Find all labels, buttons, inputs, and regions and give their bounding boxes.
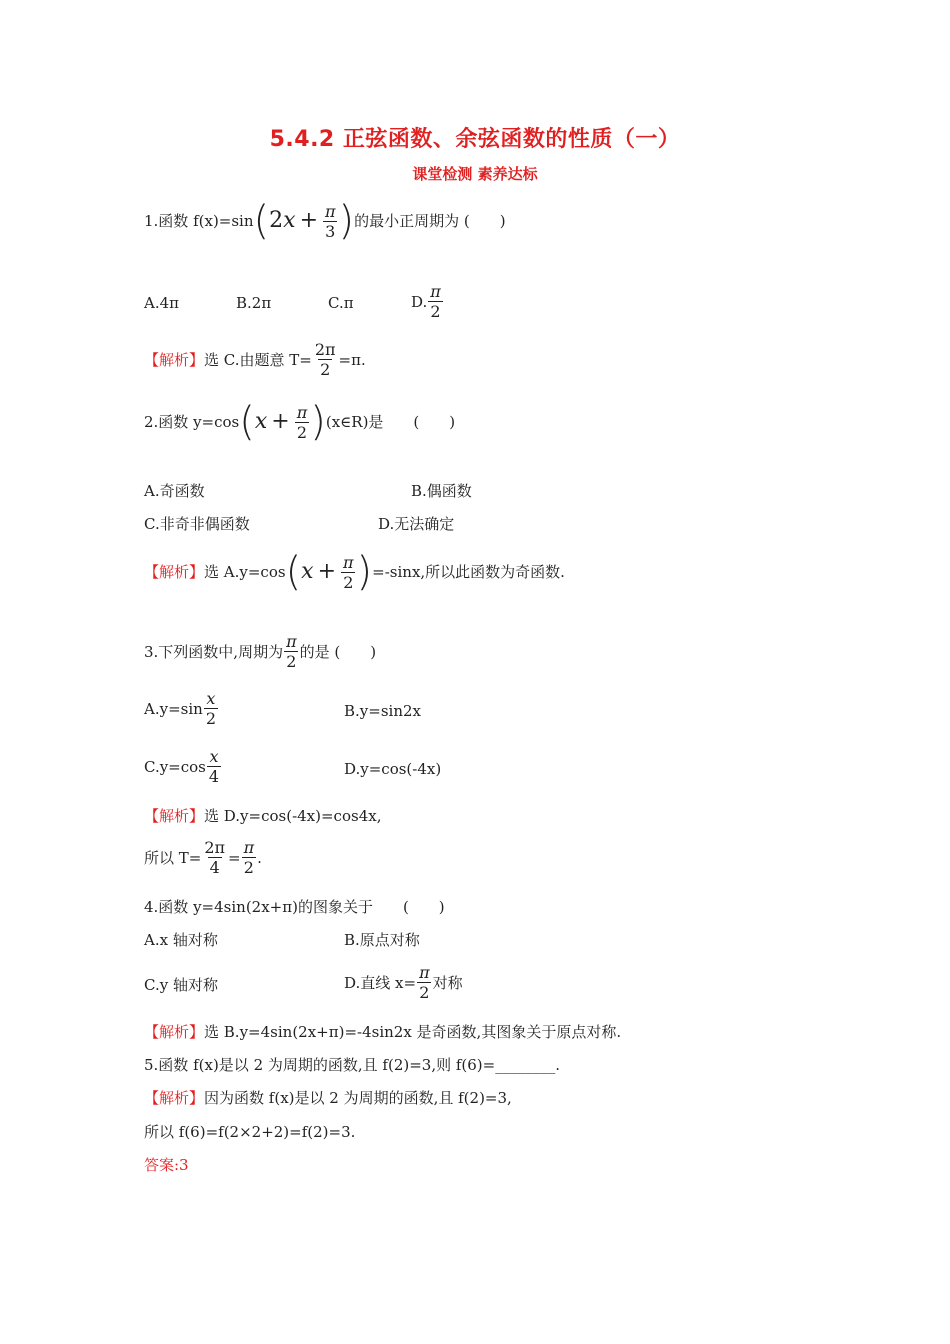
fraction-numerator: 2π: [314, 340, 336, 359]
q1-option-c: C.π: [328, 294, 354, 312]
q3-solution-text: 选 D.y=cos(-4x)=cos4x,: [204, 807, 382, 825]
fraction-denominator: 2: [205, 709, 216, 728]
q3-option-c-prefix: C.y=cos: [144, 757, 206, 776]
q2-solution-prefix: 选 A.y=cos: [204, 563, 286, 581]
page-title: 5.4.2 正弦函数、余弦函数的性质（一）: [269, 127, 681, 152]
q2-solution-suffix: =-sinx,所以此函数为奇函数.: [372, 563, 565, 581]
fraction-denominator: 2: [419, 983, 430, 1002]
q1-var: x: [283, 208, 296, 233]
fraction-denominator: 4: [208, 767, 220, 786]
q5-answer: 答案:3: [144, 1156, 189, 1174]
q3-solution-fraction-1: [202, 838, 227, 877]
q3-option-c-fraction: [207, 747, 221, 786]
q1-option-b: B.2π: [236, 294, 272, 312]
fraction-numerator: x: [206, 689, 216, 708]
left-paren: (: [253, 198, 270, 244]
q3-option-c: [144, 747, 222, 786]
q2-sol-var: x: [301, 559, 314, 584]
fraction-denominator: 2: [286, 652, 297, 671]
fraction-denominator: 2: [243, 858, 254, 877]
jiexi-label: 【解析】: [144, 1023, 205, 1041]
q1-plus: +: [299, 208, 318, 233]
q3-option-d: D.y=cos(-4x): [344, 760, 442, 778]
fraction-denominator: 2: [430, 302, 441, 321]
jiexi-label: 【解析】: [144, 807, 205, 825]
q2-solution: [144, 549, 565, 595]
q1-coef: 2: [269, 208, 284, 233]
question-1-stem: [144, 198, 506, 244]
question-4-stem: 4.函数 y=4sin(2x+π)的图象关于 ( ): [144, 898, 445, 916]
q2-stem-suffix: (x∈R)是 ( ): [325, 413, 456, 431]
q3-stem-suffix: 的是 ( ): [299, 642, 377, 661]
fraction-denominator: 4: [209, 858, 220, 877]
question-2-stem: [144, 399, 456, 445]
jiexi-label: 【解析】: [144, 563, 205, 581]
jiexi-label: 【解析】: [144, 350, 205, 369]
q1-solution-fraction: [313, 340, 338, 379]
fraction-numerator: x: [209, 747, 219, 766]
q2-option-b: B.偶函数: [411, 482, 472, 500]
q2-option-c: C.非奇非偶函数: [144, 515, 250, 533]
q1-option-d-prefix: D.: [411, 292, 428, 311]
q4-solution: [144, 1022, 621, 1042]
fraction-numerator: π: [419, 963, 430, 982]
q3-option-a-prefix: A.y=sin: [144, 699, 203, 718]
fraction-numerator: π: [243, 838, 255, 857]
right-paren: ): [356, 549, 373, 595]
q3-solution-line-2: [144, 838, 262, 877]
fraction-denominator: 2: [320, 360, 331, 379]
q2-stem-prefix: 2.函数 y=cos: [144, 413, 240, 431]
q2-fraction: [295, 403, 310, 442]
q4-solution-text: 选 B.y=4sin(2x+π)=-4sin2x 是奇函数,其图象关于原点对称.: [204, 1023, 622, 1041]
q3-solution-prefix: 所以 T=: [144, 848, 202, 867]
left-paren: (: [285, 549, 302, 595]
left-paren: (: [239, 399, 255, 445]
q2-option-a: A.奇函数: [144, 482, 205, 500]
q3-stem-prefix: 3.下列函数中,周期为: [144, 642, 284, 661]
q1-solution: [144, 340, 366, 379]
fraction-numerator: π: [430, 282, 441, 301]
fraction-numerator: π: [286, 632, 297, 651]
q2-plus: +: [271, 409, 290, 434]
q3-solution-line-1: [144, 806, 381, 826]
fraction-numerator: π: [343, 552, 354, 572]
fraction-numerator: 2π: [204, 838, 226, 857]
q3-option-a-fraction: [204, 689, 218, 728]
right-paren: ): [310, 399, 326, 445]
q1-fraction: [323, 202, 338, 241]
question-3-stem: [144, 632, 376, 671]
q4-option-d: [344, 963, 463, 1002]
fraction-denominator: 3: [325, 221, 336, 241]
q4-option-d-prefix: D.直线 x=: [344, 973, 417, 992]
question-5-stem: 5.函数 f(x)是以 2 为周期的函数,且 f(2)=3,则 f(6)=________.: [144, 1056, 560, 1074]
q1-option-d: [411, 282, 444, 321]
q2-sol-plus: +: [317, 559, 337, 584]
q1-option-d-fraction: [428, 282, 443, 321]
q4-option-a: A.x 轴对称: [144, 931, 218, 949]
q1-stem-suffix: 的最小正周期为 ( ): [354, 212, 506, 230]
q5-solution-line-1: [144, 1088, 512, 1108]
q3-solution-fraction-2: [242, 838, 257, 877]
q4-option-d-suffix: 对称: [432, 973, 463, 992]
jiexi-label: 【解析】: [144, 1089, 205, 1107]
q4-option-c: C.y 轴对称: [144, 976, 218, 994]
q4-option-d-fraction: [417, 963, 432, 1002]
right-paren: ): [338, 198, 355, 244]
q3-solution-equals: =: [228, 848, 241, 867]
q2-option-d: D.无法确定: [378, 515, 455, 533]
q1-solution-suffix: =π.: [338, 350, 366, 369]
fraction-numerator: π: [325, 201, 336, 221]
q5-solution-text: 因为函数 f(x)是以 2 为周期的函数,且 f(2)=3,: [204, 1089, 512, 1107]
q4-option-b: B.原点对称: [344, 931, 420, 949]
q1-option-a: A.4π: [144, 294, 180, 312]
fraction-numerator: π: [296, 402, 308, 422]
q1-solution-prefix: 选 C.由题意 T=: [204, 350, 312, 369]
q3-fraction: [284, 632, 299, 671]
q1-stem-prefix: 1.函数 f(x)=sin: [144, 212, 254, 230]
page-subtitle: 课堂检测 素养达标: [412, 165, 538, 183]
q2-var: x: [254, 409, 268, 434]
q3-option-b: B.y=sin2x: [344, 702, 421, 720]
fraction-denominator: 2: [296, 422, 308, 442]
fraction-denominator: 2: [343, 572, 354, 592]
q3-option-a: [144, 689, 219, 728]
q5-solution-line-2: 所以 f(6)=f(2×2+2)=f(2)=3.: [144, 1123, 356, 1141]
q3-solution-end: .: [257, 848, 262, 867]
q2-solution-fraction: [341, 553, 356, 592]
